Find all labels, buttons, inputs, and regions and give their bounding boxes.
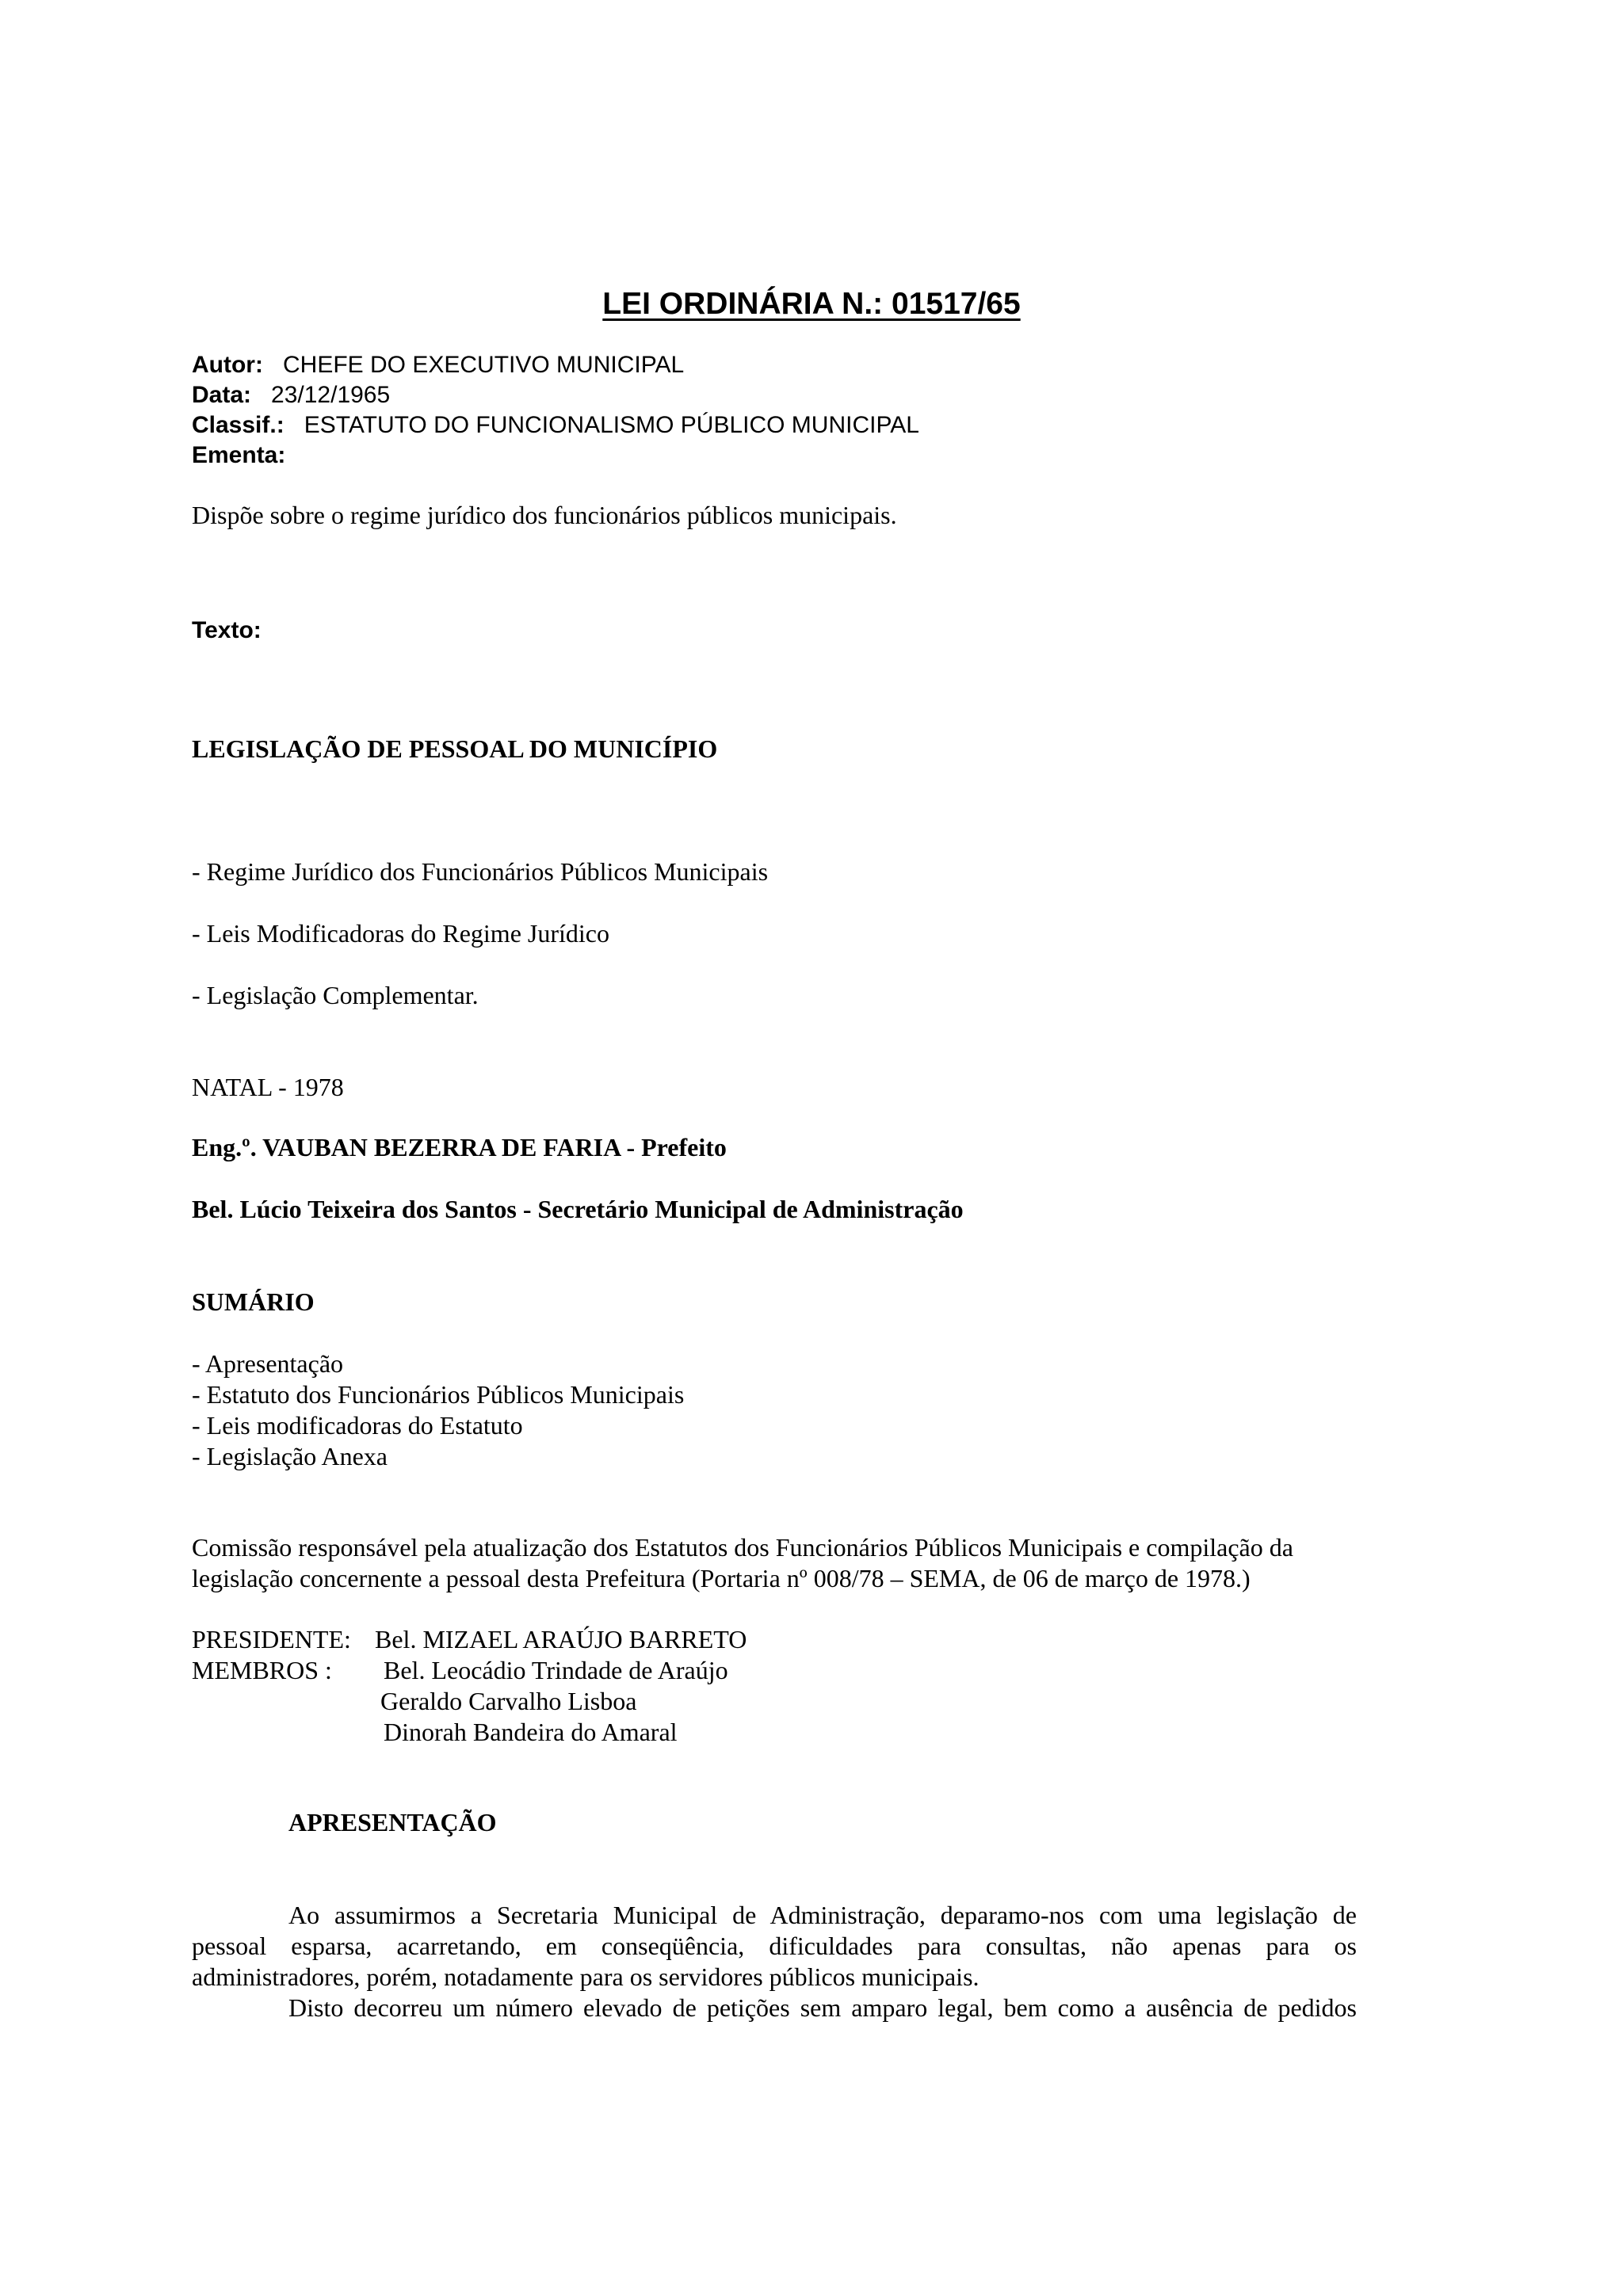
apresentacao-heading: APRESENTAÇÃO [288, 1808, 497, 1836]
meta-ementa-row [192, 441, 285, 470]
membro-name: Geraldo Carvalho Lisboa [380, 1687, 637, 1715]
document-title: LEI ORDINÁRIA N.: 01517/65 [602, 287, 1021, 321]
secretario-line: Bel. Lúcio Teixeira dos Santos - Secretário Municipal de Administração [192, 1195, 964, 1223]
paragraph-line: pessoal esparsa, acarretando, em conseqüência, dificuldades para consultas, não apenas para os [192, 1932, 1357, 1960]
prefeito-line: Eng.º. VAUBAN BEZERRA DE FARIA - Prefeito [192, 1133, 727, 1161]
apresentacao-paragraph-1 [192, 1900, 1357, 1993]
meta-autor-row [192, 351, 684, 379]
texto-label: Texto: [192, 617, 262, 643]
legislacao-item: - Regime Jurídico dos Funcionários Públicos Municipais [192, 857, 769, 886]
sumario-item: - Legislação Anexa [192, 1442, 388, 1470]
presidente-label: PRESIDENTE: [192, 1625, 351, 1653]
meta-data-value: 23/12/1965 [271, 382, 391, 408]
legislacao-item: - Leis Modificadoras do Regime Jurídico [192, 919, 609, 948]
ementa-text: Dispõe sobre o regime jurídico dos funcionários públicos municipais. [192, 501, 897, 529]
paragraph-line: Disto decorreu um número elevado de petições sem amparo legal, bem como a ausência de pedidos [288, 1993, 1357, 2022]
heading-legislacao: LEGISLAÇÃO DE PESSOAL DO MUNICÍPIO [192, 734, 718, 763]
presidente-name: Bel. MIZAEL ARAÚJO BARRETO [375, 1625, 747, 1653]
meta-data-row [192, 381, 390, 410]
legislacao-item: - Legislação Complementar. [192, 981, 479, 1009]
sumario-heading: SUMÁRIO [192, 1287, 315, 1316]
meta-classif-row [192, 411, 919, 440]
comissao-line-1: Comissão responsável pela atualização dos Estatutos dos Funcionários Públicos Municipais e compilação da [192, 1533, 1293, 1562]
apresentacao-paragraph-2 [192, 1993, 1357, 2023]
membro-name: Bel. Leocádio Trindade de Araújo [384, 1656, 728, 1684]
meta-ementa-label: Ementa: [192, 442, 286, 468]
sumario-item: - Apresentação [192, 1349, 344, 1378]
meta-data-label: Data: [192, 382, 252, 408]
paragraph-line: administradores, porém, notadamente para os servidores públicos municipais. [192, 1962, 980, 1991]
sumario-item: - Estatuto dos Funcionários Públicos Municipais [192, 1380, 685, 1409]
meta-autor-label: Autor: [192, 352, 263, 378]
comissao-line-2: legislação concernente a pessoal desta Prefeitura (Portaria nº 008/78 – SEMA, de 06 de março de 1978.) [192, 1564, 1251, 1592]
sumario-item: - Leis modificadoras do Estatuto [192, 1411, 523, 1440]
membros-label: MEMBROS : [192, 1656, 332, 1684]
meta-autor-value: CHEFE DO EXECUTIVO MUNICIPAL [283, 352, 685, 378]
natal-line: NATAL - 1978 [192, 1073, 344, 1101]
meta-classif-label: Classif.: [192, 412, 285, 438]
paragraph-line: Ao assumirmos a Secretaria Municipal de Administração, deparamo-nos com uma legislação de [288, 1901, 1357, 1929]
membro-name: Dinorah Bandeira do Amaral [384, 1718, 678, 1746]
meta-classif-value: ESTATUTO DO FUNCIONALISMO PÚBLICO MUNICIPAL [304, 412, 919, 438]
